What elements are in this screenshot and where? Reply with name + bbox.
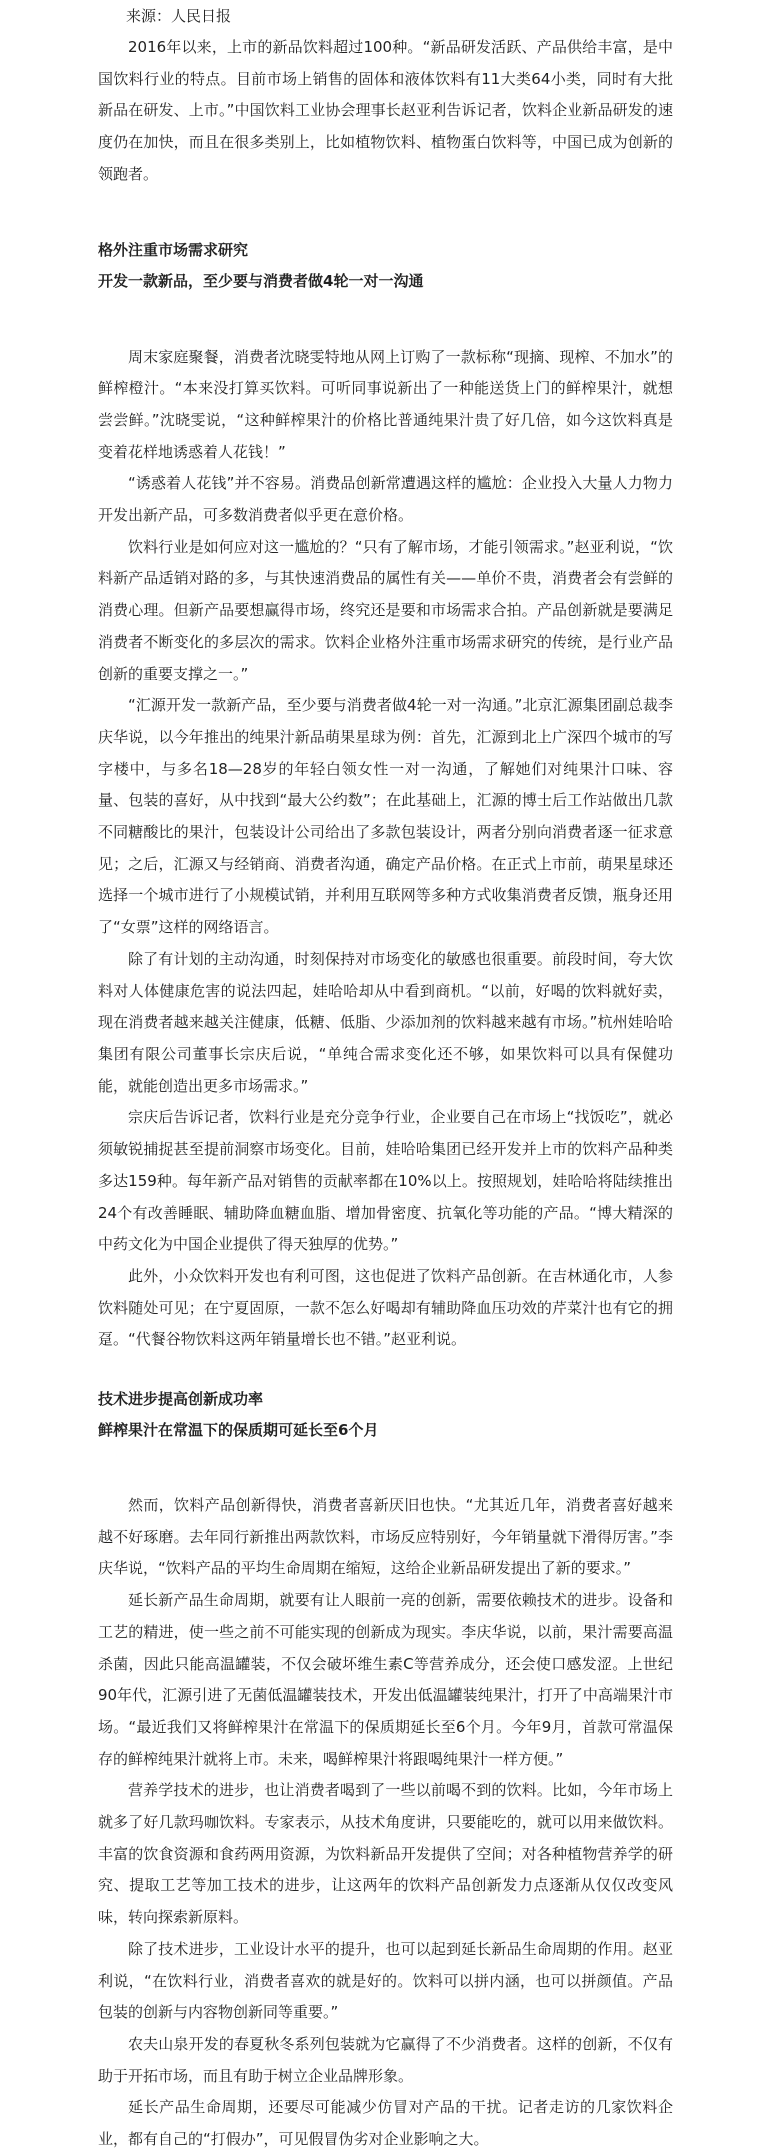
paragraph: 营养学技术的进步，也让消费者喝到了一些以前喝不到的饮料。比如，今年市场上就多了好几款玛咖饮料。专家表示，从技术角度讲，只要能吃的，就可以用来做饮料。丰富的饮食资源和食药两用资源，为饮料新品开发提供了空间；对各种植物营养学的研究、提取工艺等加工技术的进步，让这两年的饮料产品创新发力点逐渐从仅仅改变风味，转向探索新原料。 [98, 1781, 673, 1927]
paragraph: 周末家庭聚餐，消费者沈晓雯特地从网上订购了一款标称“现摘、现榨、不加水”的鲜榨橙汁。“本来没打算买饮料。可听同事说新出了一种能送货上门的鲜榨果汁，就想尝尝鲜。”沈晓雯说，“这种鲜榨果汁的价格比普通纯果汁贵了好几倍，如今这饮料真是变着花样地诱惑着人花钱！” [98, 347, 673, 461]
article-source: 来源：人民日报 [126, 7, 232, 25]
section-2-heading: 技术进步提高创新成功率 [98, 1390, 264, 1409]
paragraph: “汇源开发一款新产品，至少要与消费者做4轮一对一沟通。”北京汇源集团副总裁李庆华说，以今年推出的纯果汁新品萌果星球为例：首先，汇源到北上广深四个城市的写字楼中，与多名18—28岁的年轻白领女性一对一沟通，了解她们对纯果汁口味、容量、包装的喜好，从中找到“最大公约数”；在此基础上，汇源的博士后工作站做出几款不同糖酸比的果汁，包装设计公司给出了多款包装设计，两者分别向消费者逐一征求意见；之后，汇源又与经销商、消费者沟通，确定产品价格。在正式上市前，萌果星球还选择一个城市进行了小规模试销，并利用互联网等多种方式收集消费者反馈，瓶身还用了“女票”这样的网络语言。 [98, 696, 673, 937]
section-1-subheading: 开发一款新品，至少要与消费者做4轮一对一沟通 [98, 271, 424, 290]
paragraph: 农夫山泉开发的春夏秋冬系列包装就为它赢得了不少消费者。这样的创新，不仅有助于开拓市场，而且有助于树立企业品牌形象。 [98, 2034, 673, 2085]
paragraph: 饮料行业是如何应对这一尴尬的？“只有了解市场，才能引领需求。”赵亚利说，“饮料新产品适销对路的多，与其快速消费品的属性有关——单价不贵，消费者会有尝鲜的消费心理。但新产品要想赢得市场，终究还是要和市场需求合拍。产品创新就是要满足消费者不断变化的多层次的需求。饮料企业格外注重市场需求研究的传统，是行业产品创新的重要支撑之一。” [98, 537, 673, 683]
intro-paragraph: 2016年以来，上市的新品饮料超过100种。“新品研发活跃、产品供给丰富，是中国饮料行业的特点。目前市场上销售的固体和液体饮料有11大类64小类，同时有大批新品在研发、上市。”中国饮料工业协会理事长赵亚利告诉记者，饮料企业新品研发的速度仍在加快，而且在很多类别上，比如植物饮料、植物蛋白饮料等，中国已成为创新的领跑者。 [98, 38, 673, 183]
paragraph: 除了有计划的主动沟通，时刻保持对市场变化的敏感也很重要。前段时间，夸大饮料对人体健康危害的说法四起，娃哈哈却从中看到商机。“以前，好喝的饮料就好卖，现在消费者越来越关注健康，低糖、低脂、少添加剂的饮料越来越有市场。”杭州娃哈哈集团有限公司董事长宗庆后说，“单纯合需求变化还不够，如果饮料可以具有保健功能，就能创造出更多市场需求。” [98, 949, 673, 1095]
paragraph: 延长新产品生命周期，就要有让人眼前一亮的创新，需要依赖技术的进步。设备和工艺的精进，使一些之前不可能实现的创新成为现实。李庆华说，以前，果汁需要高温杀菌，因此只能高温罐装，不仅会破坏维生素C等营养成分，还会使口感发涩。上世纪90年代，汇源引进了无菌低温罐装技术，开发出低温罐装纯果汁，打开了中高端果汁市场。“最近我们又将鲜榨果汁在常温下的保质期延长至6个月。今年9月，首款可常温保存的鲜榨纯果汁就将上市。未来，喝鲜榨果汁将跟喝纯果汁一样方便。” [98, 1591, 673, 1768]
paragraph: “诱惑着人花钱”并不容易。消费品创新常遭遇这样的尴尬：企业投入大量人力物力开发出新产品，可多数消费者似乎更在意价格。 [98, 474, 673, 525]
paragraph: 此外，小众饮料开发也有利可图，这也促进了饮料产品创新。在吉林通化市，人参饮料随处可见；在宁夏固原，一款不怎么好喝却有辅助降血压功效的芹菜汁也有它的拥趸。“代餐谷物饮料这两年销量增长也不错。”赵亚利说。 [98, 1266, 673, 1349]
paragraph: 除了技术进步，工业设计水平的提升，也可以起到延长新品生命周期的作用。赵亚利说，“在饮料行业，消费者喜欢的就是好的。饮料可以拼内涵，也可以拼颜值。产品包装的创新与内容物创新同等重要。” [98, 1939, 673, 2022]
section-2-subheading: 鲜榨果汁在常温下的保质期可延长至6个月 [98, 1421, 379, 1440]
paragraph: 宗庆后告诉记者，饮料行业是充分竞争行业，企业要自己在市场上“找饭吃”，就必须敏锐捕捉甚至提前洞察市场变化。目前，娃哈哈集团已经开发并上市的饮料产品种类多达159种。每年新产品对销售的贡献率都在10%以上。按照规划，娃哈哈将陆续推出24个有改善睡眠、辅助降血糖血脂、增加骨密度、抗氧化等功能的产品。“博大精深的中药文化为中国企业提供了得天独厚的优势。” [98, 1108, 673, 1254]
section-1-heading: 格外注重市场需求研究 [98, 240, 249, 259]
paragraph: 然而，饮料产品创新得快，消费者喜新厌旧也快。“尤其近几年，消费者喜好越来越不好琢磨。去年同行新推出两款饮料，市场反应特别好，今年销量就下滑得厉害。”李庆华说，“饮料产品的平均生命周期在缩短，这给企业新品研发提出了新的要求。” [98, 1496, 673, 1578]
paragraph: 延长产品生命周期，还要尽可能减少仿冒对产品的干扰。记者走访的几家饮料企业，都有自己的“打假办”，可见假冒伪劣对企业影响之大。 [98, 2098, 673, 2149]
